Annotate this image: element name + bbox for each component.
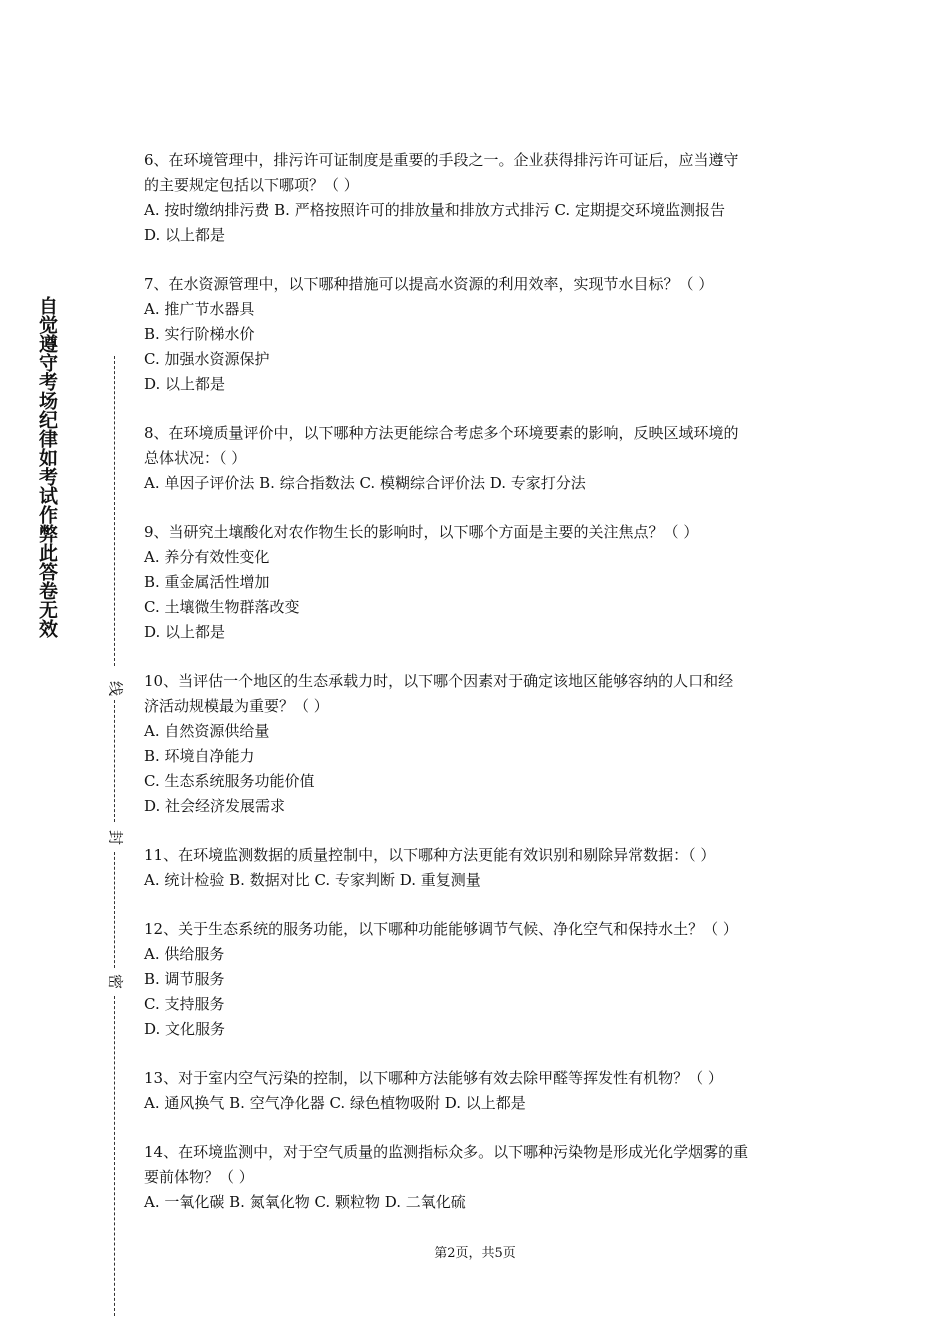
answer-option: D. 以上都是 [144, 226, 226, 244]
question-9 [144, 520, 810, 645]
question-stem: 要前体物？（ ） [144, 1168, 254, 1186]
answer-option: A. 自然资源供给量 [144, 722, 270, 740]
question-11 [144, 843, 810, 893]
question-10 [144, 669, 810, 819]
question-stem: 济活动规模最为重要？（ ） [144, 697, 329, 715]
answer-option: B. 实行阶梯水价 [144, 325, 255, 343]
answer-options: A. 统计检验 B. 数据对比 C. 专家判断 D. 重复测量 [144, 871, 481, 889]
answer-option: D. 以上都是 [144, 375, 226, 393]
answer-option: B. 重金属活性增加 [144, 573, 270, 591]
question-stem: 9、当研究土壤酸化对农作物生长的影响时，以下哪个方面是主要的关注焦点？（ ） [144, 523, 699, 541]
question-14 [144, 1140, 810, 1215]
question-7 [144, 272, 810, 397]
question-13 [144, 1066, 810, 1116]
question-stem: 总体状况：（ ） [144, 449, 247, 467]
answer-option: D. 社会经济发展需求 [144, 797, 286, 815]
answer-option: C. 土壤微生物群落改变 [144, 598, 300, 616]
answer-option: C. 生态系统服务功能价值 [144, 772, 315, 790]
exam-discipline-notice: 自觉遵守考场纪律如考试作弊此答卷无效 [36, 296, 58, 638]
binding-line-mid [114, 700, 115, 822]
answer-options: A. 单因子评价法 B. 综合指数法 C. 模糊综合评价法 D. 专家打分法 [144, 474, 586, 492]
question-stem: 7、在水资源管理中，以下哪种措施可以提高水资源的利用效率，实现节水目标？（ ） [144, 275, 714, 293]
binding-line-bottom [114, 996, 115, 1316]
seal-mark-secret: 密 [106, 973, 125, 989]
answer-option: C. 支持服务 [144, 995, 225, 1013]
seal-mark-line: 线 [106, 680, 125, 696]
answer-option: B. 调节服务 [144, 970, 225, 988]
question-stem: 11、在环境监测数据的质量控制中，以下哪种方法更能有效识别和剔除异常数据：（ ） [144, 846, 716, 864]
question-list [144, 148, 810, 1239]
answer-option: A. 供给服务 [144, 945, 225, 963]
answer-option: D. 以上都是 [144, 623, 226, 641]
binding-line-lower [114, 852, 115, 968]
answer-option: C. 加强水资源保护 [144, 350, 270, 368]
answer-options: A. 一氧化碳 B. 氮氧化物 C. 颗粒物 D. 二氧化硫 [144, 1193, 466, 1211]
question-stem: 14、在环境监测中，对于空气质量的监测指标众多。以下哪种污染物是形成光化学烟雾的重 [144, 1143, 749, 1161]
question-stem: 12、关于生态系统的服务功能，以下哪种功能能够调节气候、净化空气和保持水土？（ ） [144, 920, 738, 938]
binding-line-top [114, 356, 115, 666]
seal-mark-seal: 封 [106, 829, 125, 845]
question-stem: 8、在环境质量评价中，以下哪种方法更能综合考虑多个环境要素的影响，反映区域环境的 [144, 424, 739, 442]
question-stem: 6、在环境管理中，排污许可证制度是重要的手段之一。企业获得排污许可证后，应当遵守 [144, 151, 739, 169]
page-number: 第2页，共5页 [434, 1246, 516, 1261]
question-stem: 10、当评估一个地区的生态承载力时，以下哪个因素对于确定该地区能够容纳的人口和经 [144, 672, 734, 690]
question-6 [144, 148, 810, 248]
answer-options: A. 按时缴纳排污费 B. 严格按照许可的排放量和排放方式排污 C. 定期提交环境监测报告 [144, 201, 725, 219]
answer-option: A. 推广节水器具 [144, 300, 255, 318]
answer-option: A. 养分有效性变化 [144, 548, 270, 566]
question-stem: 的主要规定包括以下哪项？（ ） [144, 176, 359, 194]
question-12 [144, 917, 810, 1042]
answer-option: B. 环境自净能力 [144, 747, 255, 765]
question-8 [144, 421, 810, 496]
question-stem: 13、对于室内空气污染的控制，以下哪种方法能够有效去除甲醛等挥发性有机物？（ ） [144, 1069, 723, 1087]
answer-options: A. 通风换气 B. 空气净化器 C. 绿色植物吸附 D. 以上都是 [144, 1094, 526, 1112]
answer-option: D. 文化服务 [144, 1020, 226, 1038]
